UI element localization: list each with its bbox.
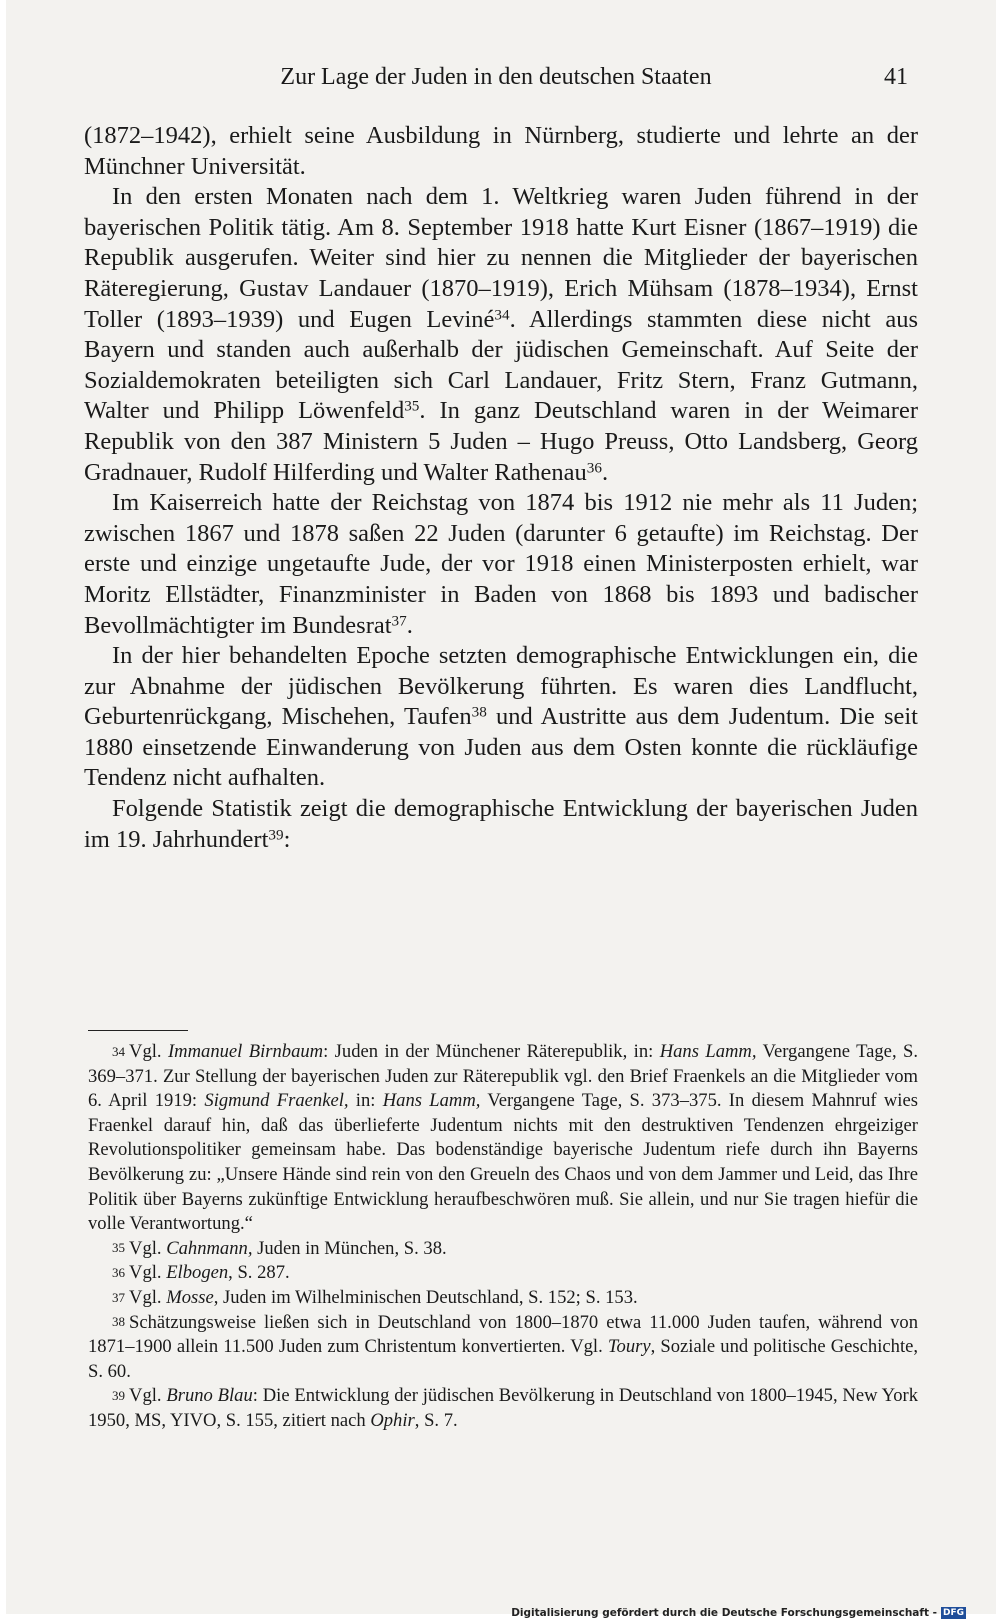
footnote-36: $^{36}$ Vgl. Elbogen, S. 287. [112,1262,290,1284]
scanned-page [6,0,996,1614]
digitization-credit [511,1606,966,1620]
footnotes [88,1040,918,1434]
body-text [84,121,918,855]
footnote-ref-38[interactable]: 38 [471,704,487,721]
footnote-ref-36[interactable]: 36 [586,459,602,477]
footnote-ref-35[interactable]: 35 [404,398,420,416]
footnote-number: 39 [112,1388,126,1404]
footnote-37: $^{37}$ Vgl. Mosse, Juden im Wilhelminischen Deutschland, S. 152; S. 153. [112,1286,638,1308]
footnote-divider [88,1030,188,1031]
footnote-number: 38 [112,1314,126,1330]
footnote-number: 37 [112,1289,126,1305]
footnote-39: $^{39}$ Vgl. Bruno Blau: Die Entwicklung der jüdischen Bevölkerung in Deutschland von 1800–1945, New York 1950, MS, YIVO, S. 155, zitiert nach Ophir, S. 7. [88,1385,918,1431]
footnote-34: $^{34}$ Vgl. Immanuel Birnbaum: Juden in der Münchener Räterepublik, in: Hans Lamm, Vergangene Tage, S. 369–371. Zur Stellung der bayerischen Juden zur Räterepublik vgl. den Brief Fraenkels an die Mitglieder vom 6. April 1919: Sigmund Fraenkel, in: Hans Lamm, Vergangene Tage, S. 373–375. In diesem Mahnruf wies Fraenkel darauf hin, daß das überlieferte Judentum nichts mit den destruktiven Tendenzen ehrgeiziger Revolutionspolitiker gemeinsam habe. Das bodenständige bayerische Judentum riefe durch ihn Bayerns Bevölkerung zu: „Unsere Hände sind rein von den Greueln des Chaos und von dem Jammer und Leid, das Ihre Politik über Bayerns zukünftige Entwicklung heraufbeschwören muß. Sie allein, und nur Sie tragen hiefür die volle Verantwortung.“ [88,1041,918,1235]
footnote-38: $^{38}$ Schätzungsweise ließen sich in Deutschland von 1800–1870 etwa 11.000 Juden taufen, während von 1871–1900 allein 11.500 Juden zum Christentum konvertierten. Vgl. Toury, Soziale und politische Geschichte, S. 60. [88,1311,919,1382]
paragraph-3: Im Kaiserreich hatte der Reichstag von 1874 bis 1912 nie mehr als 11 Juden; zwischen 1867 und 1878 saßen 22 Juden (darunter 6 getaufte) im Reichstag. Der erste und einzige ungetaufte Jude, der vor 1918 einen Ministerposten erhielt, war Moritz Ellstädter, Finanzminister in Baden von 1868 bis 1893 und badischer Bevollmächtigter im Bundesrat$^{37}$. [84,489,918,639]
footnote-number: 34 [112,1043,126,1059]
paragraph-5: Folgende Statistik zeigt die demographische Entwicklung der bayerischen Juden im 19. Jahrhundert$^{39}$: [84,795,918,853]
dfg-logo-icon: DFG [942,1608,964,1618]
page-number: 41 [884,64,908,90]
footnote-35: $^{35}$ Vgl. Cahnmann, Juden in München, S. 38. [112,1237,447,1259]
paragraph-1: (1872–1942), erhielt seine Ausbildung in Nürnberg, studierte und lehrte an der Münchner Universität. [84,122,918,180]
paragraph-2: In den ersten Monaten nach dem 1. Weltkrieg waren Juden führend in der bayerischen Politik tätig. Am 8. September 1918 hatte Kurt Eisner (1867–1919) die Republik ausgerufen. Weiter sind hier zu nennen die Mitglieder der bayerischen Räteregierung, Gustav Landauer (1870–1919), Erich Mühsam (1878–1934), Ernst Toller (1893–1939) und Eugen Leviné$^{34}$. Allerdings stammten diese nicht aus Bayern und standen auch außerhalb der jüdischen Gemeinschaft. Auf Seite der Sozialdemokraten beteiligten sich Carl Landauer, Fritz Stern, Franz Gutmann, Walter und Philipp Löwenfeld$^{35}$. In ganz Deutschland waren in der Weimarer Republik von den 387 Ministern 5 Juden – Hugo Preuss, Otto Landsberg, Georg Gradnauer, Rudolf Hilferding und Walter Rathenau$^{36}$. [84,183,918,486]
footnote-ref-39[interactable]: 39 [268,826,284,844]
footnote-number: 36 [112,1265,126,1281]
footnote-ref-34[interactable]: 34 [494,306,510,324]
footnote-ref-37[interactable]: 37 [391,612,407,630]
credit-text: Digitalisierung gefördert durch die Deutsche Forschungsgemeinschaft - [511,1607,937,1619]
running-head: Zur Lage der Juden in den deutschen Staaten [280,64,712,90]
page-header [84,64,908,98]
footnote-number: 35 [112,1240,126,1256]
paragraph-4: In der hier behandelten Epoche setzten demographische Entwicklungen ein, die zur Abnahme der jüdischen Bevölkerung führten. Es waren dies Landflucht, Geburtenrückgang, Mischehen, Taufen$^{38}$ und Austritte aus dem Judentum. Die seit 1880 einsetzende Einwanderung von Juden aus dem Osten konnte die rückläufige Tendenz nicht aufhalten. [84,642,918,792]
